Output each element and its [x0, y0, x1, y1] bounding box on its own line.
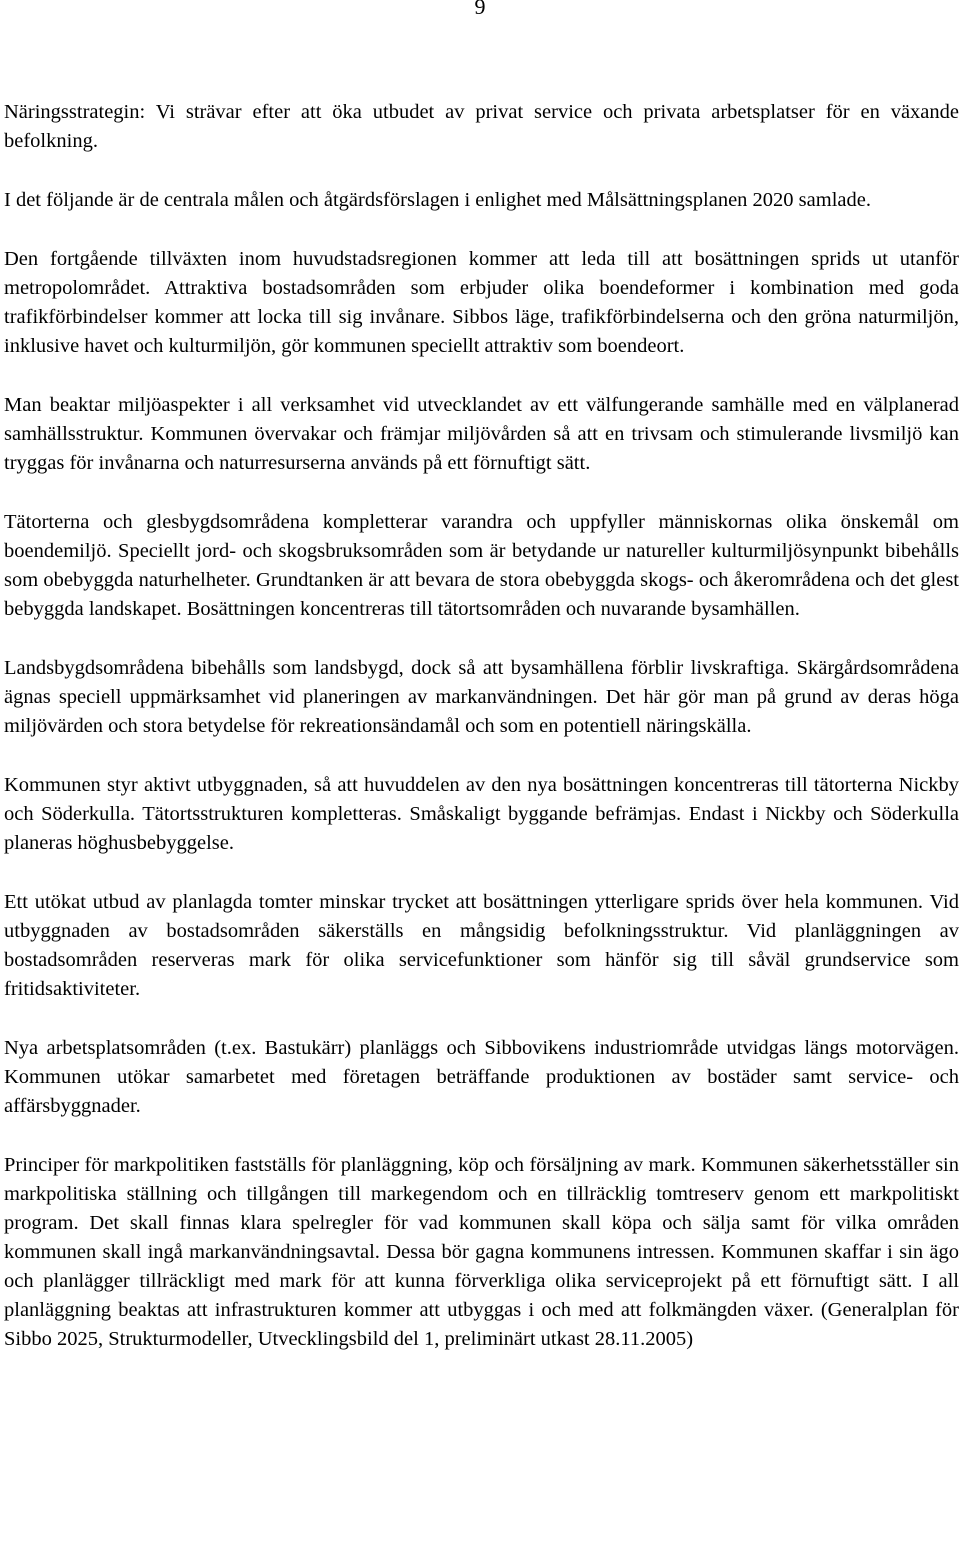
paragraph-markpolitik: Principer för markpolitiken fastställs för planläggning, köp och försäljning av mark. Kommunen säkerhetsställer sin markpolitiska ställning och tillgången till markegendom och en tillräcklig tomtreserv genom ett markpolitiskt program. Det skall finnas klara spelregler för vad kommunen skall köpa och sälja samt för vilka områden kommunen skall ingå markanvändningsavtal. Dessa bör gagna kommunens intressen. Kommunen skaffar i sin ägo och planlägger tillräckligt med mark för att kunna förverkliga olika serviceprojekt på ett förnuftigt sätt. I all planläggning beaktas att infrastrukturen kommer att utbyggas i och med att folkmängden växer. (Generalplan för Sibbo 2025, Strukturmodeller, Utvecklingsbild del 1, preliminärt utkast 28.11.2005) [4, 1154, 959, 1350]
paragraph-arbetsplatsomraden: Nya arbetsplatsområden (t.ex. Bastukärr) planläggs och Sibbovikens industriområde utvidgas längs motorvägen. Kommunen utökar samarbetet med företagen beträffande produktionen av bostäder samt service- och affärsbyggnader. [4, 1037, 959, 1117]
document-body [4, 98, 959, 1354]
paragraph-tillvaxt: Den fortgående tillväxten inom huvudstadsregionen kommer att leda till att bosättningen sprids ut utanför metropolområdet. Attraktiva bostadsområden som erbjuder olika boendeformer i kombination med goda trafikförbindelser kommer att locka till sig invånare. Sibbos läge, trafikförbindelserna och den gröna naturmiljön, inklusive havet och kulturmiljön, gör kommunen speciellt attraktiv som boendeort. [4, 248, 959, 357]
paragraph-planlagda-tomter: Ett utökat utbud av planlagda tomter minskar trycket att bosättningen ytterligare sprids över hela kommunen. Vid utbyggnaden av bostadsområden säkerställs en mångsidig befolkningsstruktur. Vid planläggningen av bostadsområden reserveras mark för olika servicefunktioner som hänför sig till såväl grundservice som fritidsaktiviteter. [4, 891, 959, 1000]
paragraph-landsbygd: Landsbygdsområdena bibehålls som landsbygd, dock så att bysamhällena förblir livskraftiga. Skärgårdsområdena ägnas speciell uppmärksamhet vid planeringen av markanvändningen. Det här gör man på grund av deras höga miljövärden och stora betydelse för rekreationsändamål och som en potentiell näringskälla. [4, 657, 959, 737]
paragraph-tatorter-glesbygd: Tätorterna och glesbygdsområdena kompletterar varandra och uppfyller människornas olika önskemål om boendemiljö. Speciellt jord- och skogsbruksområden som är betydande ur natureller kulturmiljösynpunkt bibehålls som obebyggda naturhelheter. Grundtanken är att bevara de stora obebyggda skogs- och åkerområdena och det glest bebyggda landskapet. Bosättningen koncentreras till tätortsområden och nuvarande bysamhällen. [4, 511, 959, 620]
paragraph-utbyggnad: Kommunen styr aktivt utbyggnaden, så att huvuddelen av den nya bosättningen koncentreras till tätorterna Nickby och Söderkulla. Tätortsstrukturen kompletteras. Småskaligt byggande befrämjas. Endast i Nickby och Söderkulla planeras höghusbebyggelse. [4, 774, 959, 854]
paragraph-miljoaspekter: Man beaktar miljöaspekter i all verksamhet vid utvecklandet av ett välfungerande samhälle med en välplanerad samhällsstruktur. Kommunen övervakar och främjar miljövården så att en trivsam och stimulerande livsmiljö kan tryggas för invånarna och naturresurserna används på ett förnuftigt sätt. [4, 394, 959, 474]
page-number: 9 [474, 0, 486, 19]
paragraph-malsattningsplanen: I det följande är de centrala målen och åtgärdsförslagen i enlighet med Målsättningsplanen 2020 samlade. [4, 189, 871, 211]
paragraph-naringsstrategin: Näringsstrategin: Vi strävar efter att öka utbudet av privat service och privata arbetsplatser för en växande befolkning. [4, 101, 959, 152]
